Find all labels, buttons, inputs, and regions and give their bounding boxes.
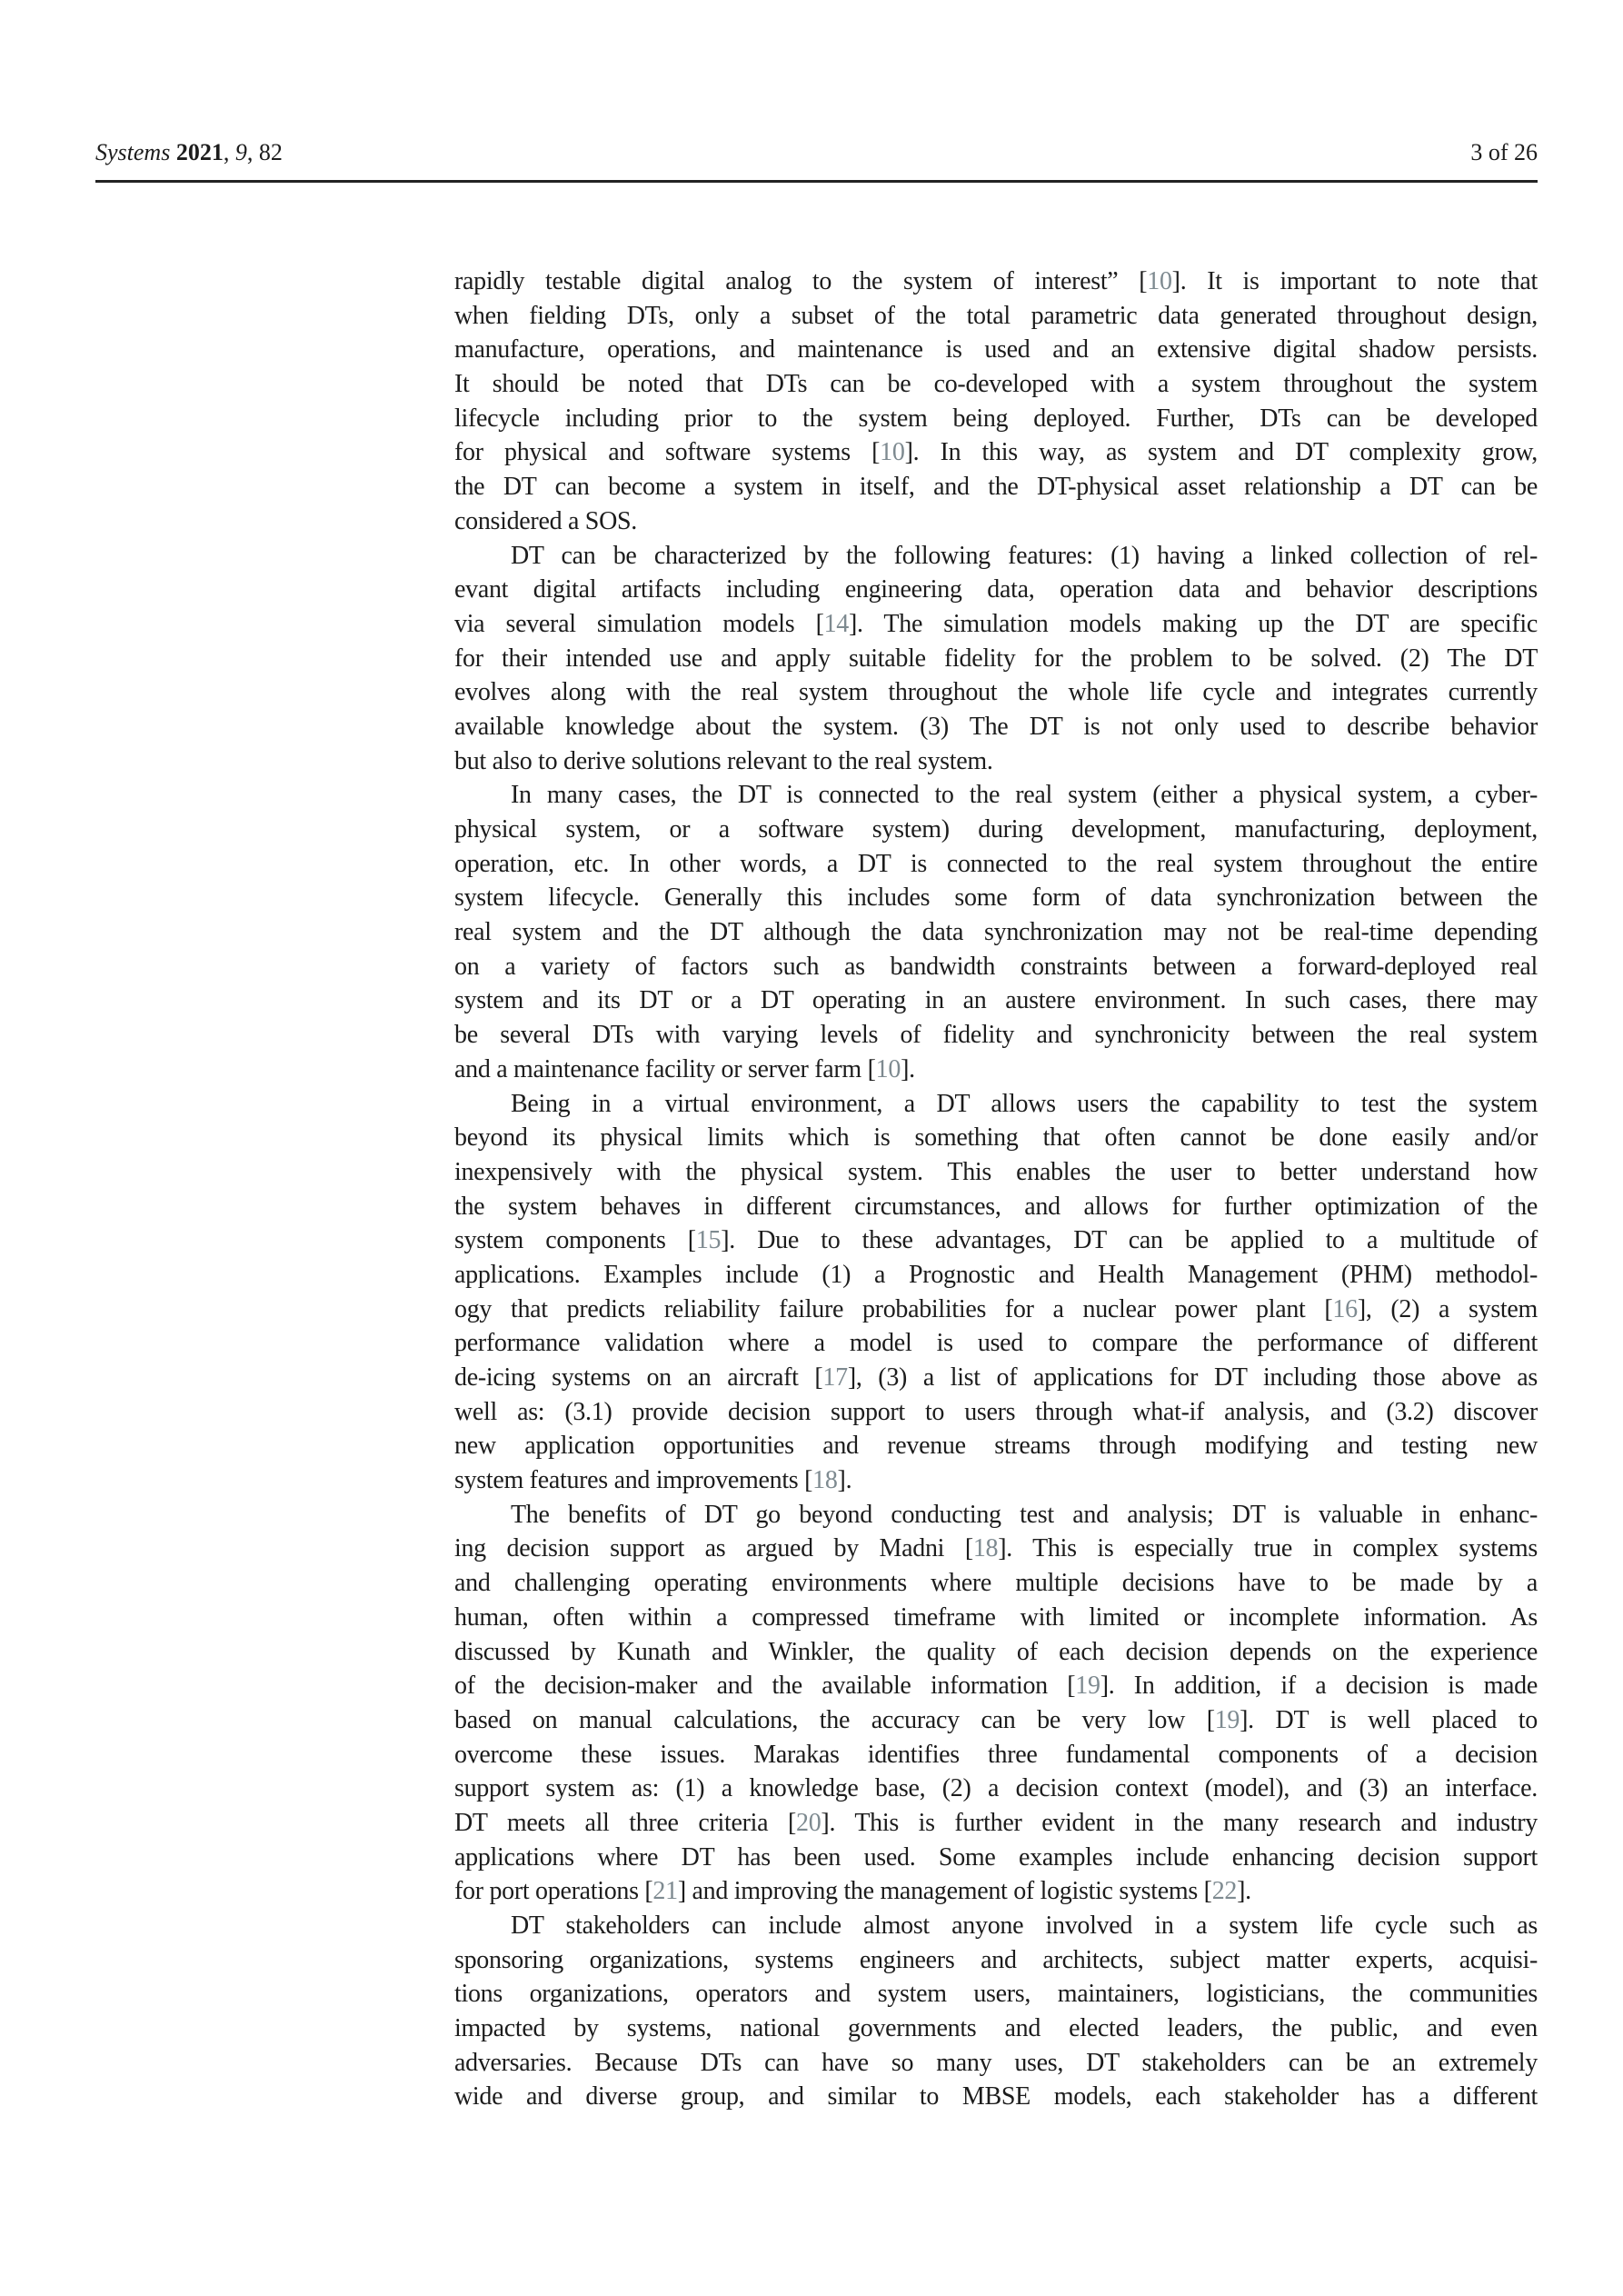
citation-number: 14	[823, 609, 850, 638]
text-line: The benefits of DT go beyond conducting test and analysis; DT is valuable in enhanc-	[511, 1500, 1538, 1529]
text-line: de-icing systems on an aircraft [17], (3) a list of applications for DT including those above as	[454, 1363, 1538, 1392]
text-line: human, often within a compressed timeframe with limited or incomplete information. As	[454, 1602, 1538, 1632]
text-line: ogy that predicts reliability failure probabilities for a nuclear power plant [16], (2) a system	[454, 1294, 1538, 1323]
article-number: 82	[258, 139, 283, 165]
citation-number: 19	[1214, 1705, 1240, 1734]
text-line: support system as: (1) a knowledge base, (2) a decision context (model), and (3) an interface.	[454, 1774, 1538, 1803]
text-line: evant digital artifacts including engineering data, operation data and behavior descriptions	[454, 575, 1538, 604]
text-line: of the decision-maker and the available information [19]. In addition, if a decision is made	[454, 1672, 1538, 1701]
text-line: via several simulation models [14]. The simulation models making up the DT are specific	[454, 609, 1538, 638]
text-line: sponsoring organizations, systems engineers and architects, subject matter experts, acquisi-	[454, 1945, 1538, 1974]
header-rule	[95, 180, 1538, 183]
citation-ref[interactable]: [18]	[804, 1466, 846, 1495]
citation-number: 18	[972, 1534, 999, 1563]
text-line: Being in a virtual environment, a DT allows users the capability to test the system	[511, 1089, 1538, 1118]
citation-number: 16	[1332, 1294, 1358, 1323]
text-line: the system behaves in different circumstances, and allows for further optimization of the	[454, 1192, 1538, 1221]
citation-number: 22	[1211, 1877, 1238, 1906]
citation-ref[interactable]: [10]	[1139, 267, 1180, 295]
text-line: ing decision support as argued by Madni [18]. This is especially true in complex systems	[454, 1534, 1538, 1563]
text-line: adversaries. Because DTs can have so many uses, DT stakeholders can be an extremely	[454, 2048, 1538, 2077]
text-line: DT meets all three criteria [20]. This is further evident in the many research and industry	[454, 1808, 1538, 1837]
paragraph	[454, 1909, 1538, 2114]
text-line: It should be noted that DTs can be co-developed with a system throughout the system	[454, 370, 1538, 399]
text-line: manufacture, operations, and maintenance is used and an extensive digital shadow persists.	[454, 335, 1538, 364]
paragraph	[454, 778, 1538, 1086]
text-line: for physical and software systems [10]. In this way, as system and DT complexity grow,	[454, 438, 1538, 467]
citation-number: 10	[1147, 267, 1172, 295]
text-line: system components [15]. Due to these advantages, DT can be applied to a multitude of	[454, 1226, 1538, 1255]
text-line: lifecycle including prior to the system being deployed. Further, DTs can be developed	[454, 404, 1538, 433]
text-line: for port operations [21] and improving the management of logistic systems [22].	[454, 1877, 1251, 1906]
text-line: In many cases, the DT is connected to the real system (either a physical system, a cyber-	[511, 781, 1538, 810]
text-line: new application opportunities and revenue streams through modifying and testing new	[454, 1432, 1538, 1461]
separator: ,	[223, 139, 235, 165]
text-line: evolves along with the real system throughout the whole life cycle and integrates currently	[454, 678, 1538, 707]
paragraph	[454, 1498, 1538, 1909]
text-line: wide and diverse group, and similar to MBSE models, each stakeholder has a different	[454, 2082, 1538, 2111]
citation-ref[interactable]: [19]	[1067, 1672, 1109, 1701]
text-line: on a variety of factors such as bandwidth constraints between a forward-deployed real	[454, 952, 1538, 981]
citation-ref[interactable]: [14]	[815, 609, 858, 638]
citation-ref[interactable]: [10]	[867, 1054, 910, 1083]
text-line: applications where DT has been used. Some examples include enhancing decision support	[454, 1842, 1538, 1872]
text-line: applications. Examples include (1) a Prognostic and Health Management (PHM) methodol-	[454, 1260, 1538, 1289]
text-line: available knowledge about the system. (3) The DT is not only used to describe behavior	[454, 712, 1538, 741]
citation-ref[interactable]: [15]	[687, 1226, 730, 1255]
text-line: system lifecycle. Generally this includes some form of data synchronization between the	[454, 883, 1538, 913]
text-line: based on manual calculations, the accuracy can be very low [19]. DT is well placed to	[454, 1705, 1538, 1734]
text-line: real system and the DT although the data synchronization may not be real-time depending	[454, 918, 1538, 947]
text-line: rapidly testable digital analog to the system of interest” [10]. It is important to note that	[454, 267, 1538, 295]
text-line: system and its DT or a DT operating in an austere environment. In such cases, there may	[454, 986, 1538, 1015]
text-line: operation, etc. In other words, a DT is connected to the real system throughout the entire	[454, 849, 1538, 878]
citation-number: 21	[652, 1877, 678, 1906]
text-line: DT stakeholders can include almost anyone involved in a system life cycle such as	[511, 1912, 1538, 1940]
citation-ref[interactable]: [16]	[1324, 1294, 1366, 1323]
journal-title: Systems	[95, 139, 171, 165]
publication-year: 2021	[175, 139, 224, 165]
citation-number: 18	[812, 1466, 838, 1495]
separator: ,	[246, 139, 259, 165]
citation-number: 10	[875, 1054, 901, 1083]
citation-ref[interactable]: [21]	[644, 1877, 686, 1906]
volume-number: 9	[234, 139, 247, 165]
text-line: system features and improvements [18].	[454, 1466, 852, 1495]
page-number: 3 of 26	[1470, 139, 1538, 165]
citation-ref[interactable]: [20]	[787, 1808, 830, 1837]
running-head	[95, 139, 1538, 166]
journal-citation	[95, 139, 283, 166]
citation-number: 10	[880, 438, 905, 467]
text-line: overcome these issues. Marakas identifies three fundamental components of a decision	[454, 1740, 1538, 1769]
citation-ref[interactable]: [22]	[1203, 1877, 1246, 1906]
text-line: and challenging operating environments where multiple decisions have to be made by a	[454, 1569, 1538, 1598]
citation-number: 17	[822, 1363, 848, 1392]
paragraph	[454, 1087, 1538, 1498]
text-line: when fielding DTs, only a subset of the total parametric data generated throughout design,	[454, 301, 1538, 330]
text-line: beyond its physical limits which is something that often cannot be done easily and/or	[454, 1123, 1538, 1153]
text-line: but also to derive solutions relevant to the real system.	[454, 746, 993, 775]
text-line: discussed by Kunath and Winkler, the quality of each decision depends on the experience	[454, 1637, 1538, 1666]
paragraph	[454, 265, 1538, 539]
citation-ref[interactable]: [19]	[1206, 1705, 1249, 1734]
text-line: the DT can become a system in itself, and the DT-physical asset relationship a DT can be	[454, 473, 1538, 502]
text-line: performance validation where a model is used to compare the performance of different	[454, 1329, 1538, 1358]
text-line: impacted by systems, national governments and elected leaders, the public, and even	[454, 2014, 1538, 2043]
citation-ref[interactable]: [17]	[814, 1363, 856, 1392]
text-line: and a maintenance facility or server farm [10].	[454, 1054, 915, 1083]
text-line: inexpensively with the physical system. This enables the user to better understand how	[454, 1157, 1538, 1186]
citation-ref[interactable]: [10]	[871, 438, 913, 467]
citation-number: 20	[796, 1808, 821, 1837]
text-line: DT can be characterized by the following features: (1) having a linked collection of rel-	[511, 541, 1538, 570]
text-line: well as: (3.1) provide decision support to users through what-if analysis, and (3.2) discover	[454, 1397, 1538, 1426]
citation-ref[interactable]: [18]	[964, 1534, 1007, 1563]
article-body	[454, 265, 1538, 2114]
citation-number: 19	[1075, 1672, 1100, 1701]
text-line: considered a SOS.	[454, 506, 637, 535]
text-line: be several DTs with varying levels of fidelity and synchronicity between the real system	[454, 1021, 1538, 1050]
text-line: tions organizations, operators and system users, maintainers, logisticians, the communities	[454, 1980, 1538, 2009]
paragraph	[454, 539, 1538, 779]
text-line: for their intended use and apply suitable fidelity for the problem to be solved. (2) The DT	[454, 644, 1538, 673]
citation-number: 15	[695, 1226, 722, 1255]
text-line: physical system, or a software system) during development, manufacturing, deployment,	[454, 815, 1538, 844]
